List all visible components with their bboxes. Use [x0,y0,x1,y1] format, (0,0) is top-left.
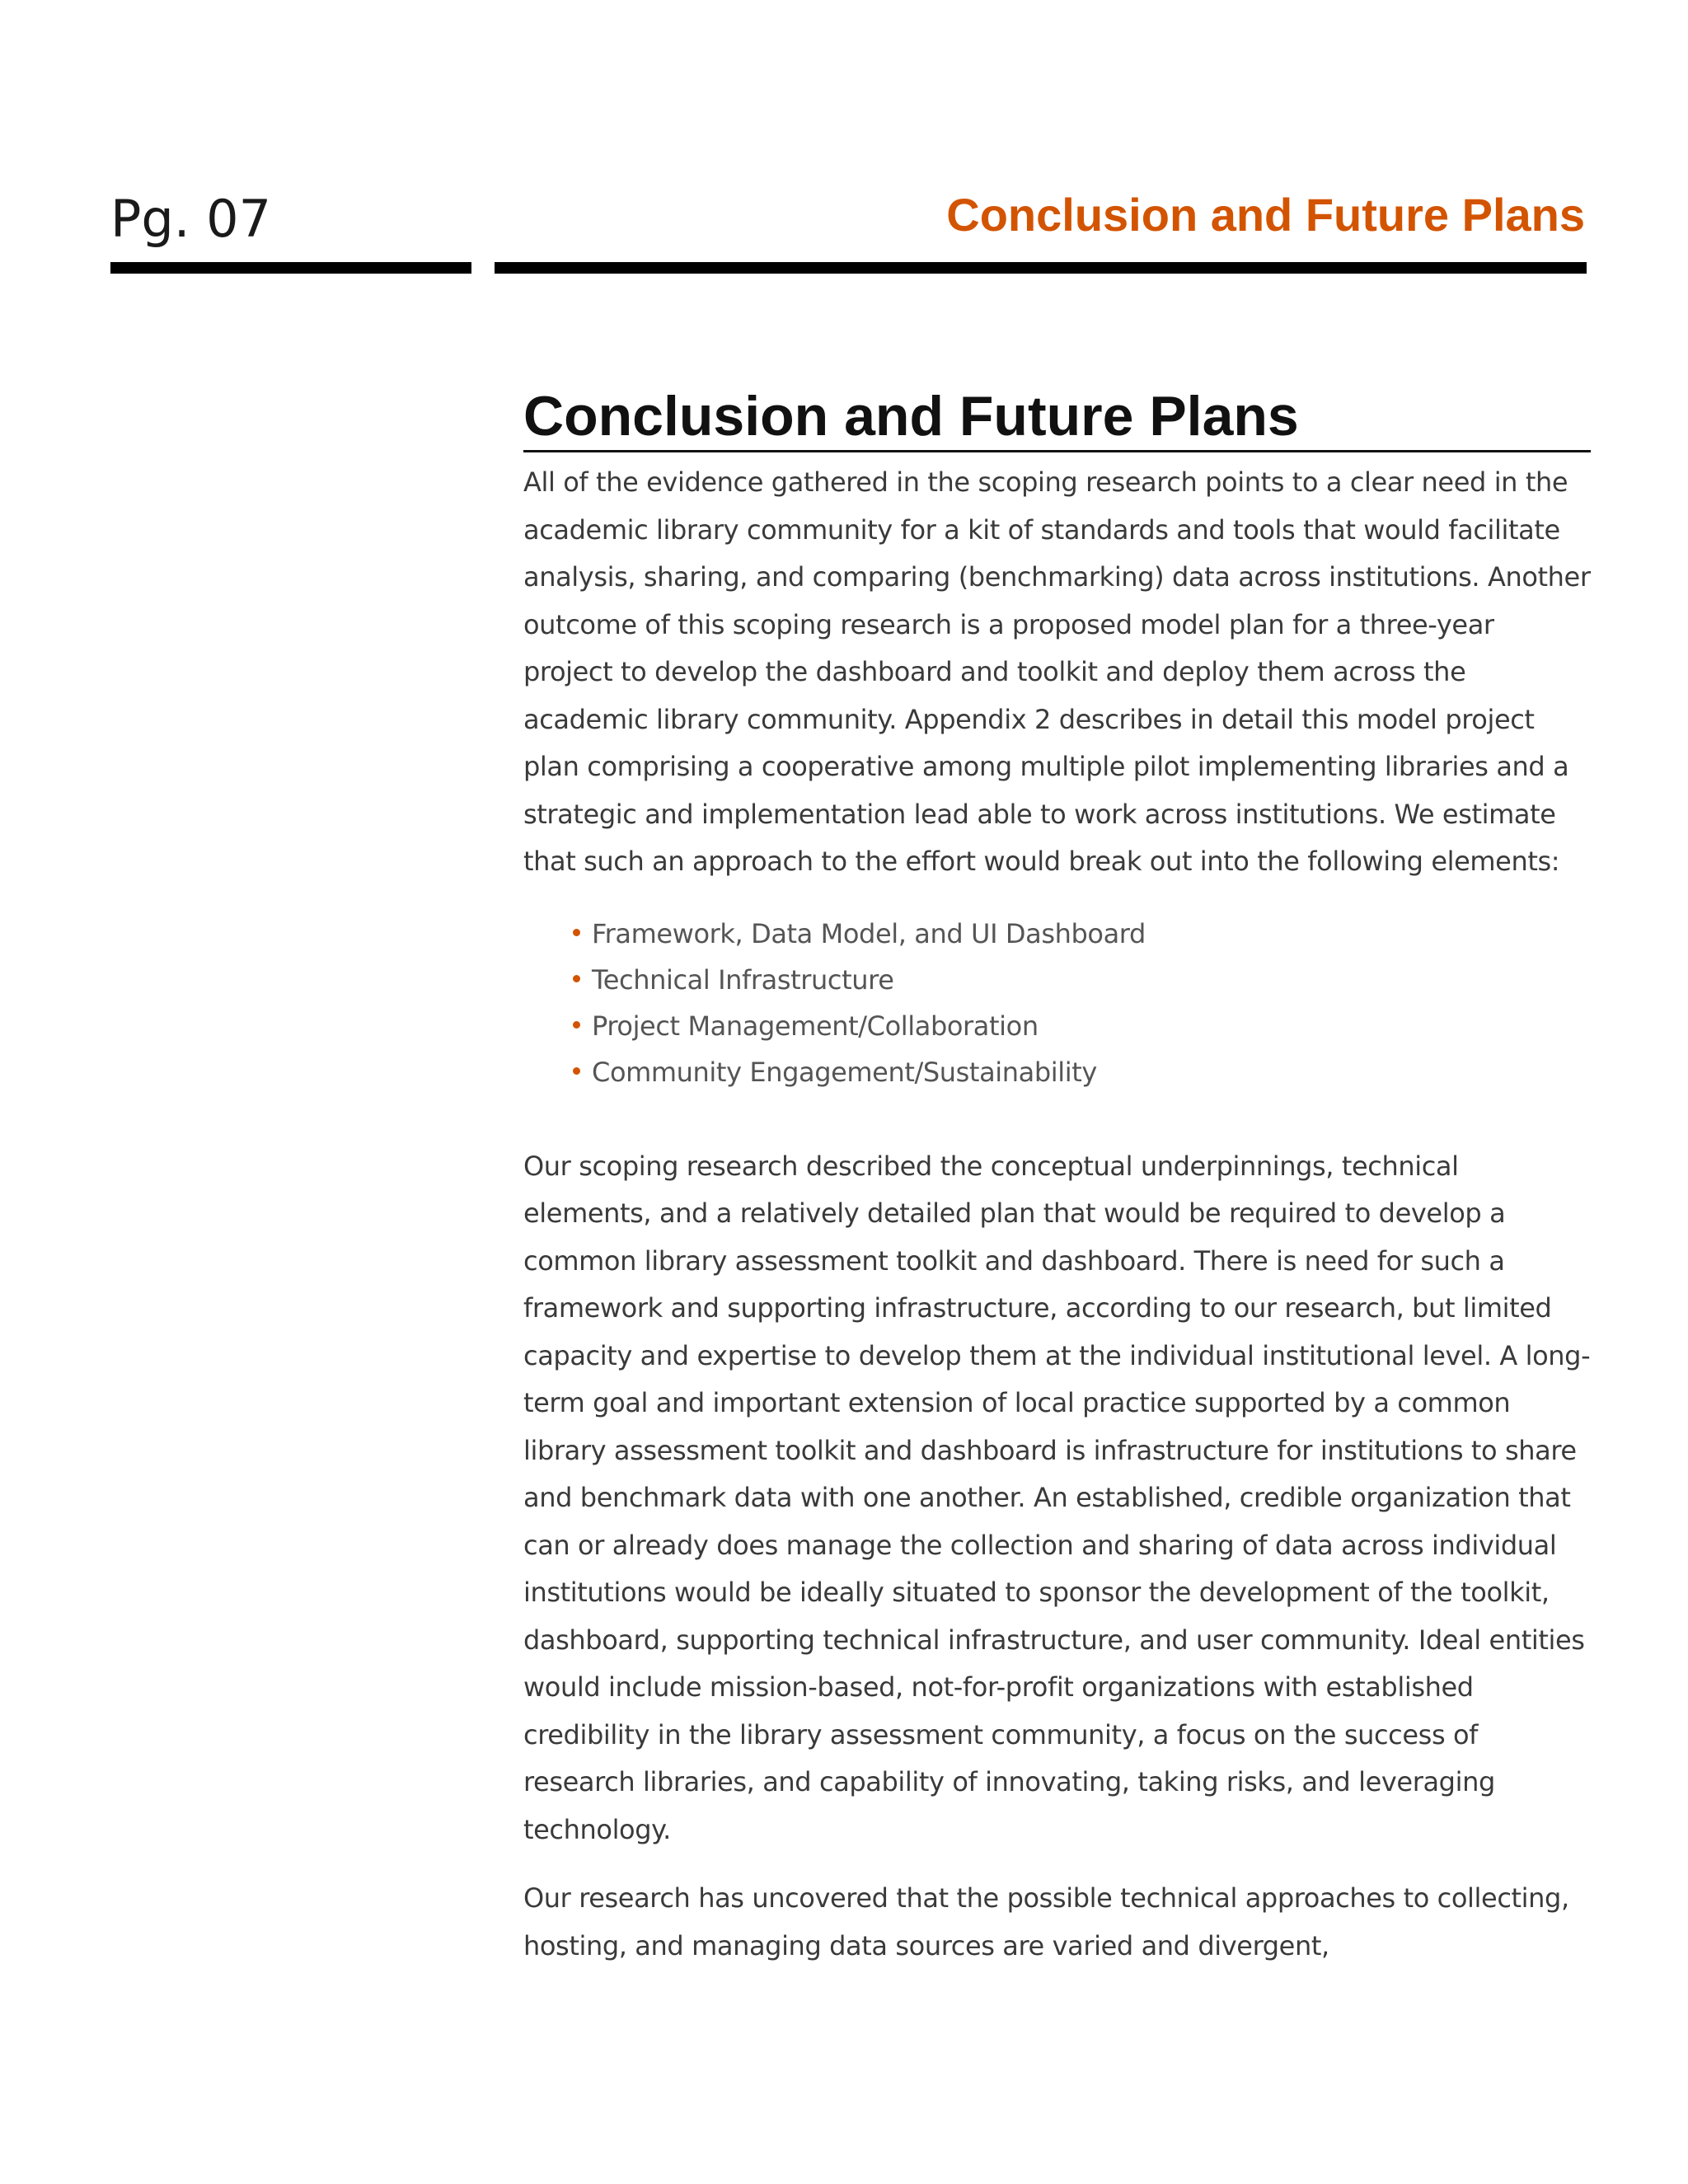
bullet-icon [573,929,580,936]
list-item [573,957,1591,1003]
bullet-icon [573,1021,580,1029]
bullet-icon [573,1067,580,1075]
list-item-text: Project Management/Collaboration [592,1010,1039,1042]
list-item [573,1003,1591,1049]
header-rule-left [110,262,471,274]
list-item-text: Framework, Data Model, and UI Dashboard [592,917,1146,949]
section-heading: Conclusion and Future Plans [523,387,1591,452]
page-number: Pg. 07 [110,189,272,249]
bullet-icon [573,975,580,982]
element-list [523,911,1591,1095]
paragraph-1: All of the evidence gathered in the scoping research points to a clear need in the academic library community for a kit of standards and tools that would facilitate analysis, sharing, and comparing (benchmarking) data across institutions. Another outcome of this scoping research is a proposed model plan for a three-year project to develop the dashboard and toolkit and deploy them across the academic library community. Appendix 2 describes in detail this model project plan comprising a cooperative among multiple pilot implementing libraries and a strategic and implementation lead able to work across institutions. We estimate that such an approach to the effort would break out into the following elements: [523,466,1591,878]
list-item-text: Community Engagement/Sustainability [592,1056,1097,1088]
main-content [523,387,1591,1970]
paragraph-2: Our scoping research described the conceptual underpinnings, technical elements, and a relatively detailed plan that would be required to develop a common library assessment toolkit and dashboard. There is need for such a framework and supporting infrastructure, according to our research, but limited capacity and expertise to develop them at the individual institutional level. A long-term goal and important extension of local practice supported by a common library assessment toolkit and dashboard is infrastructure for institutions to share and benchmark data with one another. An established, credible organization that can or already does manage the collection and sharing of data across individual institutions would be ideally situated to sponsor the development of the toolkit, dashboard, supporting technical infrastructure, and user community. Ideal entities would include mission-based, not-for-profit organizations with established credibility in the library assessment community, a focus on the success of research libraries, and capability of innovating, taking risks, and leveraging technology. [523,1150,1591,1845]
header-rule-right [495,262,1587,274]
header-title: Conclusion and Future Plans [946,189,1585,241]
list-item-text: Technical Infrastructure [592,963,894,996]
paragraph-3: Our research has uncovered that the possible technical approaches to collecting, hosting, and managing data sources are varied and divergent, [523,1882,1569,1961]
list-item [573,911,1591,957]
list-item [573,1049,1591,1095]
